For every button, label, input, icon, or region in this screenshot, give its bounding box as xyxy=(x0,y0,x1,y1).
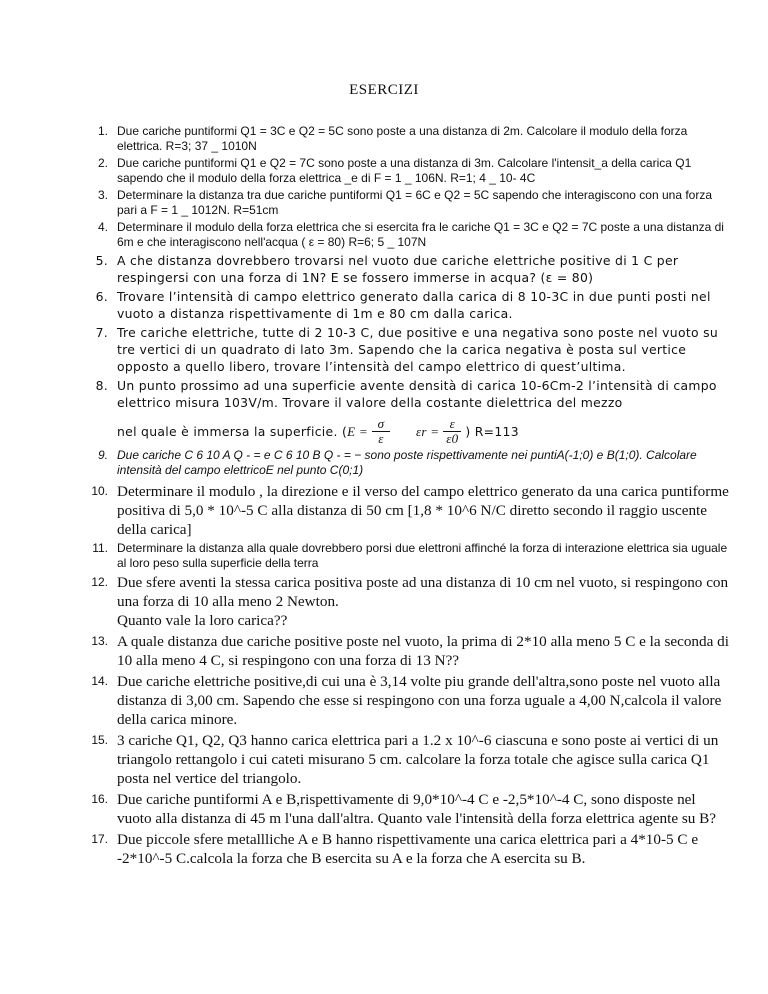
exercise-number: 1. xyxy=(97,124,108,138)
epsilon-over-epsilon0 xyxy=(443,417,461,446)
exercise-number: 5. xyxy=(95,253,108,268)
exercise-number: 4. xyxy=(97,220,108,234)
exercise-text: Due sfere aventi la stessa carica positiva poste ad una distanza di 10 cm nel vuoto, si respingono con una forza di 10 alla meno 2 Newton. xyxy=(117,574,729,610)
formula-line xyxy=(117,417,730,446)
exercise-number: 15. xyxy=(91,733,108,747)
exercise-number: 2. xyxy=(97,156,108,170)
exercise-text: Due cariche elettriche positive,di cui una è 3,14 volte piu grande dell'altra,sono poste nel vuoto alla distanza di 3,00 cm. Sapendo che esse si respingono con una forza uguale a 4,00 N,calcola il valore della carica minore. xyxy=(117,673,722,728)
page-title: ESERCIZI xyxy=(349,82,419,98)
denominator-epsilon: ε xyxy=(378,431,384,446)
exercise-number: 16. xyxy=(91,792,108,806)
exercise-item xyxy=(80,731,730,788)
exercise-text: Due piccole sfere metallliche A e B hanno rispettivamente una carica elettrica pari a 4*10-5 C e -2*10^-5 C.calcola la forza che B esercita su A e la forza che A esercita su B. xyxy=(117,831,699,867)
exercise-item xyxy=(80,672,730,729)
exercise-text: A quale distanza due cariche positive poste nel vuoto, la prima di 2*10 alla meno 5 C e la seconda di 10 alla meno 4 C, si respingono con una forza di 13 N?? xyxy=(117,633,729,669)
exercise-number: 17. xyxy=(91,832,108,846)
sigma-over-epsilon xyxy=(372,417,390,446)
exercise-text: Tre cariche elettriche, tutte di 2 10-3 C, due positive e una negativa sono poste nel vuoto su tre vertici di un quadrato di lato 3m. Sapendo che la carica negativa è posta sul vertice opposto a quello libero, trovare l’intensità del campo elettrico di quest’ultima. xyxy=(117,325,719,374)
exercise-text: Un punto prossimo ad una superficie avente densità di carica 10-6Cm-2 l’intensità di campo elettrico misura 103V/m. Trovare il valore della costante dielettrica del mezzo xyxy=(117,378,717,410)
exercise-number: 13. xyxy=(91,634,108,648)
numerator-epsilon: ε xyxy=(449,416,456,431)
exercise-text: Due cariche puntiformi Q1 = 3C e Q2 = 5C sono poste a una distanza di 2m. Calcolare il modulo della forza elettrica. R=3; 37 _ 1010N xyxy=(117,124,688,153)
exercise-item xyxy=(80,790,730,828)
exercise-number: 10. xyxy=(91,484,108,498)
exercise-item xyxy=(80,482,730,539)
exercise-text: A che distanza dovrebbero trovarsi nel vuoto due cariche elettriche positive di 1 C per respingersi con una forza di 1N? E se fossero immerse in acqua? (ε = 80) xyxy=(117,253,679,285)
formula-e-label: E = xyxy=(347,424,368,439)
exercise-item xyxy=(80,573,730,630)
exercise-item xyxy=(80,252,730,286)
exercise-item xyxy=(80,156,730,186)
exercise-number: 6. xyxy=(95,289,108,304)
exercise-item xyxy=(80,288,730,322)
exercise-item xyxy=(80,377,730,446)
formula-suffix: ) R=113 xyxy=(465,424,519,439)
exercise-number: 9. xyxy=(97,448,108,462)
exercise-item xyxy=(80,830,730,868)
exercise-text: Determinare il modulo , la direzione e il verso del campo elettrico generato da una carica puntiforme positiva di 5,0 * 10^-5 C alla distanza di 50 cm [1,8 * 10^6 N/C diretto secondo il raggio uscente della carica] xyxy=(117,483,729,538)
exercise-list xyxy=(80,124,730,870)
exercise-number: 11. xyxy=(92,541,108,555)
formula-eps-r-label: εr = xyxy=(415,424,440,439)
exercise-number: 8. xyxy=(95,378,108,393)
exercise-text: Determinare il modulo della forza elettrica che si esercita fra le cariche Q1 = 3C e Q2 = 7C poste a una distanza di 6m e che interagiscono nell'acqua ( ε = 80) R=6; 5 _ 107N xyxy=(117,220,724,249)
exercise-number: 14. xyxy=(91,674,108,688)
exercise-item xyxy=(80,124,730,154)
exercise-item xyxy=(80,220,730,250)
exercise-item xyxy=(80,324,730,375)
exercise-text: Due cariche puntiformi A e B,rispettivamente di 9,0*10^-4 C e -2,5*10^-4 C, sono disposte nel vuoto alla distanza di 45 m l'una dall'altra. Quanto vale l'intensità della forza elettrica agente su B? xyxy=(117,791,717,827)
numerator-sigma: σ xyxy=(377,416,385,431)
exercise-number: 12. xyxy=(91,575,108,589)
formula-prefix: nel quale è immersa la superficie. ( xyxy=(117,424,348,439)
exercise-number: 3. xyxy=(97,188,108,202)
exercise-text: Determinare la distanza alla quale dovrebbero porsi due elettroni affinché la forza di interazione elettrica sia uguale al loro peso sulla superficie della terra xyxy=(117,541,728,570)
exercise-text: Due cariche C 6 10 A Q - = e C 6 10 B Q - = − sono poste rispettivamente nei puntiA(-1;0) e B(1;0). Calcolare intensità del campo elettricoE nel punto C(0;1) xyxy=(117,448,697,477)
exercise-text: Due cariche puntiformi Q1 e Q2 = 7C sono poste a una distanza di 3m. Calcolare l'intensit_a della carica Q1 sapendo che il modulo della forza elettrica _e di F = 1 _ 106N. R=1; 4 _ 10- 4C xyxy=(117,156,692,185)
exercise-text: Trovare l’intensità di campo elettrico generato dalla carica di 8 10-3C in due punti posti nel vuoto a distanza rispettivamente di 1m e 80 cm dalla carica. xyxy=(117,289,711,321)
exercise-item xyxy=(80,632,730,670)
exercise-number: 7. xyxy=(95,325,108,340)
exercise-text: Determinare la distanza tra due cariche puntiformi Q1 = 6C e Q2 = 5C sapendo che interagiscono con una forza pari a F = 1 _ 1012N. R=51cm xyxy=(117,188,713,217)
exercise-text: 3 cariche Q1, Q2, Q3 hanno carica elettrica pari a 1.2 x 10^-6 ciascuna e sono poste ai vertici di un triangolo rettangolo i cui cateti misurano 5 cm. calcolare la forza totale che agisce sulla carica Q1 posta nel vertice del triangolo. xyxy=(117,732,719,787)
exercise-text-continued: Quanto vale la loro carica?? xyxy=(117,612,288,629)
exercise-item xyxy=(80,448,730,478)
exercise-item xyxy=(80,541,730,571)
exercise-item xyxy=(80,188,730,218)
denominator-epsilon0: ε0 xyxy=(446,431,459,446)
